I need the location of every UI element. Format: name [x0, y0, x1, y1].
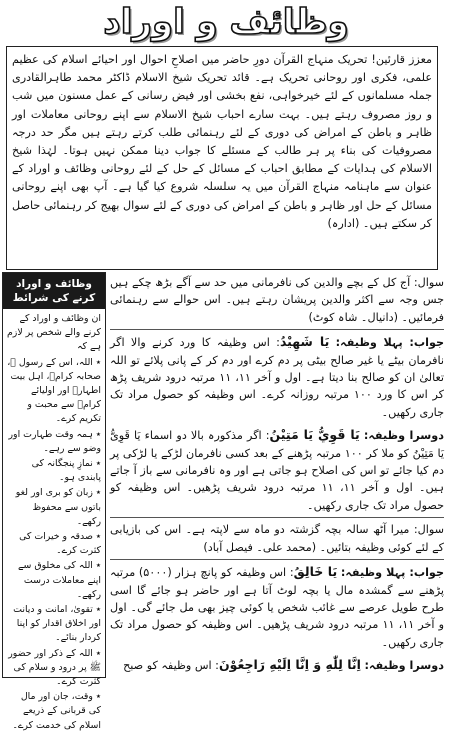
sidebar-item: ٭ اللہ کے ذکر اور حضور ﷺ پر درود و سلام کی کثرت کرے۔ — [8, 647, 101, 688]
sidebar-heading: وظائف و اوراد کرنے کی شرائط — [3, 273, 105, 309]
answer-text: اس وظیفہ کو صبح — [123, 659, 212, 673]
answer-label: دوسرا وظیفہ: — [363, 429, 445, 443]
answer-text: اس وظیفہ کا ورد کرنے والا اگر نافرمان بیٹے یا غیر صالح بیٹی پر دم کرے اور دم کر کے پانی پلائے تو اللہ تعالیٰ ان کو صالح بنا دیتا ہے۔ اول و آخر ۱۱، ۱۱ مرتبہ درود شریف پڑھ کر اس کا ورد ۱۰۰ مرتبہ روزانہ کرے۔ اس وظیفہ کو حصول مراد تک جاری رکھیں۔ — [110, 336, 445, 419]
wazifa-name: يَا قَوِيُّ يَا مَتِيْنُ — [269, 427, 360, 443]
answer-1-second: دوسرا وظیفہ: يَا قَوِيُّ يَا مَتِيْنُ: اگر مذکورہ بالا دو اسماء یَا قَوِیُّ یَا مَتِیْنُ کو ملا کر ۱۰۰ مرتبہ پڑھنے کے بعد کسی نافرمان لڑکے یا لڑکی پر دم کیا جائے تو اس کی اصلاح ہو جاتی ہے اور وہ نافرمانی سے باز آ جاتے ہیں۔ اول و آخر ۱۱، ۱۱ مرتبہ درود شریف پڑھیں۔ اس وظیفہ کو حصول مراد تک جاری رکھیں۔ — [110, 427, 445, 512]
sidebar-intro: ان وظائف و اوراد کے کرنے والے شخص پر لازم ہے کہ — [7, 313, 101, 353]
sidebar-item: ٭ اللہ کی مخلوق سے اپنے معاملات درست رکھے۔ — [17, 560, 101, 600]
question-1: سوال: آج کل کے بچے والدین کی نافرمانی میں حد سے آگے بڑھ چکے ہیں جس وجہ سے اکثر والدین پریشان رہتے ہیں۔ اس حوالے سے رہنمائی فرمائیں۔ (دانیال۔ شاہ کوٹ) — [110, 276, 444, 324]
answer-text: اگر مذکورہ بالا دو اسماء یَا قَوِیُّ یَا مَتِیْنُ کو ملا کر ۱۰۰ مرتبہ پڑھنے کے بعد کسی نافرمان لڑکے یا لڑکی پر دم کیا جائے تو اس کی اصلاح ہو جاتی ہے اور وہ نافرمانی سے باز آ جاتے ہیں۔ اول و آخر ۱۱، ۱۱ مرتبہ درود شریف پڑھیں۔ اس وظیفہ کو حصول مراد تک جاری رکھیں۔ — [110, 429, 445, 512]
wazifa-name: اِنَّا لِلّٰهِ وَ اِنَّا اِلَيْهِ رَاجِعُوْنَ — [218, 657, 361, 673]
intro-text: معزز قارئین! تحریک منہاج القرآن دورِ حاضر میں اصلاحِ احوال اور احیائے اسلام کی عظیم علمی، فکری اور روحانی تحریک ہے۔ قائد تحریک شیخ الاسلام ڈاکٹر محمد طاہرالقادری جملہ مسلمانوں کے لئے خیرخواہی، نفع بخشی اور فیض رسانی کے عمل مسنون میں شب و روز مصروف رہتے ہیں۔ بہت سارے احباب شیخ الاسلام سے اپنے روحانی معاملات اور ظاہر و باطن کے امراض کی دوری کے لئے رہنمائی طلب کرتے رہتے ہیں مگر حد درجہ مصروفیات کی بناء پر ہر طالب کے مسئلے کا جواب دینا ممکن نہیں ہوتا۔ لہٰذا شیخ الاسلام کی ہدایات کے مطابق احباب کے مسائل کے حل کے لئے روحانی وظائف و اوراد کے عنوان سے ماہنامہ منہاج القرآن میں یہ سلسلہ شروع کیا گیا ہے۔ آپ بھی اپنے روحانی مسائل کے حل اور ظاہر و باطن کے امراض کی دوری کے لئے سوال بھیج کر رہنمائی حاصل کر سکتے ہیں۔ (ادارہ) — [12, 53, 432, 230]
intro-box — [6, 46, 438, 270]
conditions-sidebar — [2, 272, 106, 731]
answer-label: جواب: پہلا وظیفہ: — [340, 566, 445, 580]
divider — [110, 517, 444, 518]
divider — [110, 329, 444, 330]
divider — [110, 559, 444, 560]
sidebar-item: ٭ تقویٰ، امانت و دیانت اور اخلاق اقدار کو اپنا کردار بنائے۔ — [13, 604, 101, 644]
sidebar-item: ٭ اللہ، اس کے رسول ﷺ، صحابہ کرامؓ، اہل بیت اطہارؓ اور اولیائے کرامؒ سے محبت و تکریم کرے۔ — [7, 356, 101, 425]
answer-label: جواب: پہلا وظیفہ: — [335, 336, 445, 350]
sidebar-item: ٭ صدقہ و خیرات کی کثرت کرے۔ — [19, 531, 101, 557]
answer-2-first: جواب: پہلا وظیفہ: يَا خَالِقُ: اس وظیفہ کو پانچ ہزار (۵۰۰۰) مرتبہ پڑھنے سے گمشدہ مال یا بچہ لوٹ آتا ہے اور حاضر ہو جائے گا اسی طرح طویل عرصے سے غائب شخص یا کوئی چیز بھی مل جائے گی۔ اول و آخر ۱۱، ۱۱ مرتبہ درود شریف پڑھیں۔ اس وظیفہ کو حصول مراد تک جاری رکھیں۔ — [110, 564, 445, 649]
wazifa-name: يَا خَالِقُ — [293, 564, 338, 580]
sidebar-body — [3, 309, 105, 737]
sidebar-item: ٭ ہمہ وقت طہارت اور وضو سے رہے۔ — [8, 428, 101, 454]
question-2: سوال: میرا آٹھ سالہ بچہ گزشتہ دو ماہ سے لاپتہ ہے۔ اس کی بازیابی کے لئے کوئی وظیفہ بتائیں۔ (محمد علی۔ فیصل آباد) — [110, 523, 444, 554]
answer-1-first: جواب: پہلا وظیفہ: يَا شَهِيْدُ: اس وظیفہ کا ورد کرنے والا اگر نافرمان بیٹے یا غیر صالح بیٹی پر دم کرے اور دم کر کے پانی پلائے تو اللہ تعالیٰ ان کو صالح بنا دیتا ہے۔ اول و آخر ۱۱، ۱۱ مرتبہ درود شریف پڑھ کر اس کا ورد ۱۰۰ مرتبہ روزانہ کرے۔ اس وظیفہ کو حصول مراد تک جاری رکھیں۔ — [110, 334, 445, 419]
page-title-text: وظائف و اوراد — [103, 2, 349, 42]
answer-label: دوسرا وظیفہ: — [364, 659, 444, 673]
sidebar-item: ٭ زبان کو بری اور لغو باتوں سے محفوظ رکھے۔ — [15, 487, 101, 527]
answer-2-second: دوسرا وظیفہ: اِنَّا لِلّٰهِ وَ اِنَّا اِلَيْهِ رَاجِعُوْنَ: اس وظیفہ کو صبح — [123, 657, 444, 673]
page-title — [0, 0, 452, 44]
main-column — [110, 274, 444, 704]
sidebar-item: ٭ وقت، جان اور مال کی قربانی کے ذریعے اسلام کی خدمت کرے۔ — [12, 691, 101, 731]
answer-text: اس وظیفہ کو پانچ ہزار (۵۰۰۰) مرتبہ پڑھنے سے گمشدہ مال یا بچہ لوٹ آتا ہے اور حاضر ہو جائے گا اسی طرح طویل عرصے سے غائب شخص یا کوئی چیز بھی مل جائے گی۔ اول و آخر ۱۱، ۱۱ مرتبہ درود شریف پڑھیں۔ اس وظیفہ کو حصول مراد تک جاری رکھیں۔ — [110, 566, 445, 649]
wazifa-name: يَا شَهِيْدُ — [279, 334, 330, 350]
sidebar-item: ٭ نمازِ پنجگانہ کی پابندی ہو۔ — [31, 458, 101, 484]
